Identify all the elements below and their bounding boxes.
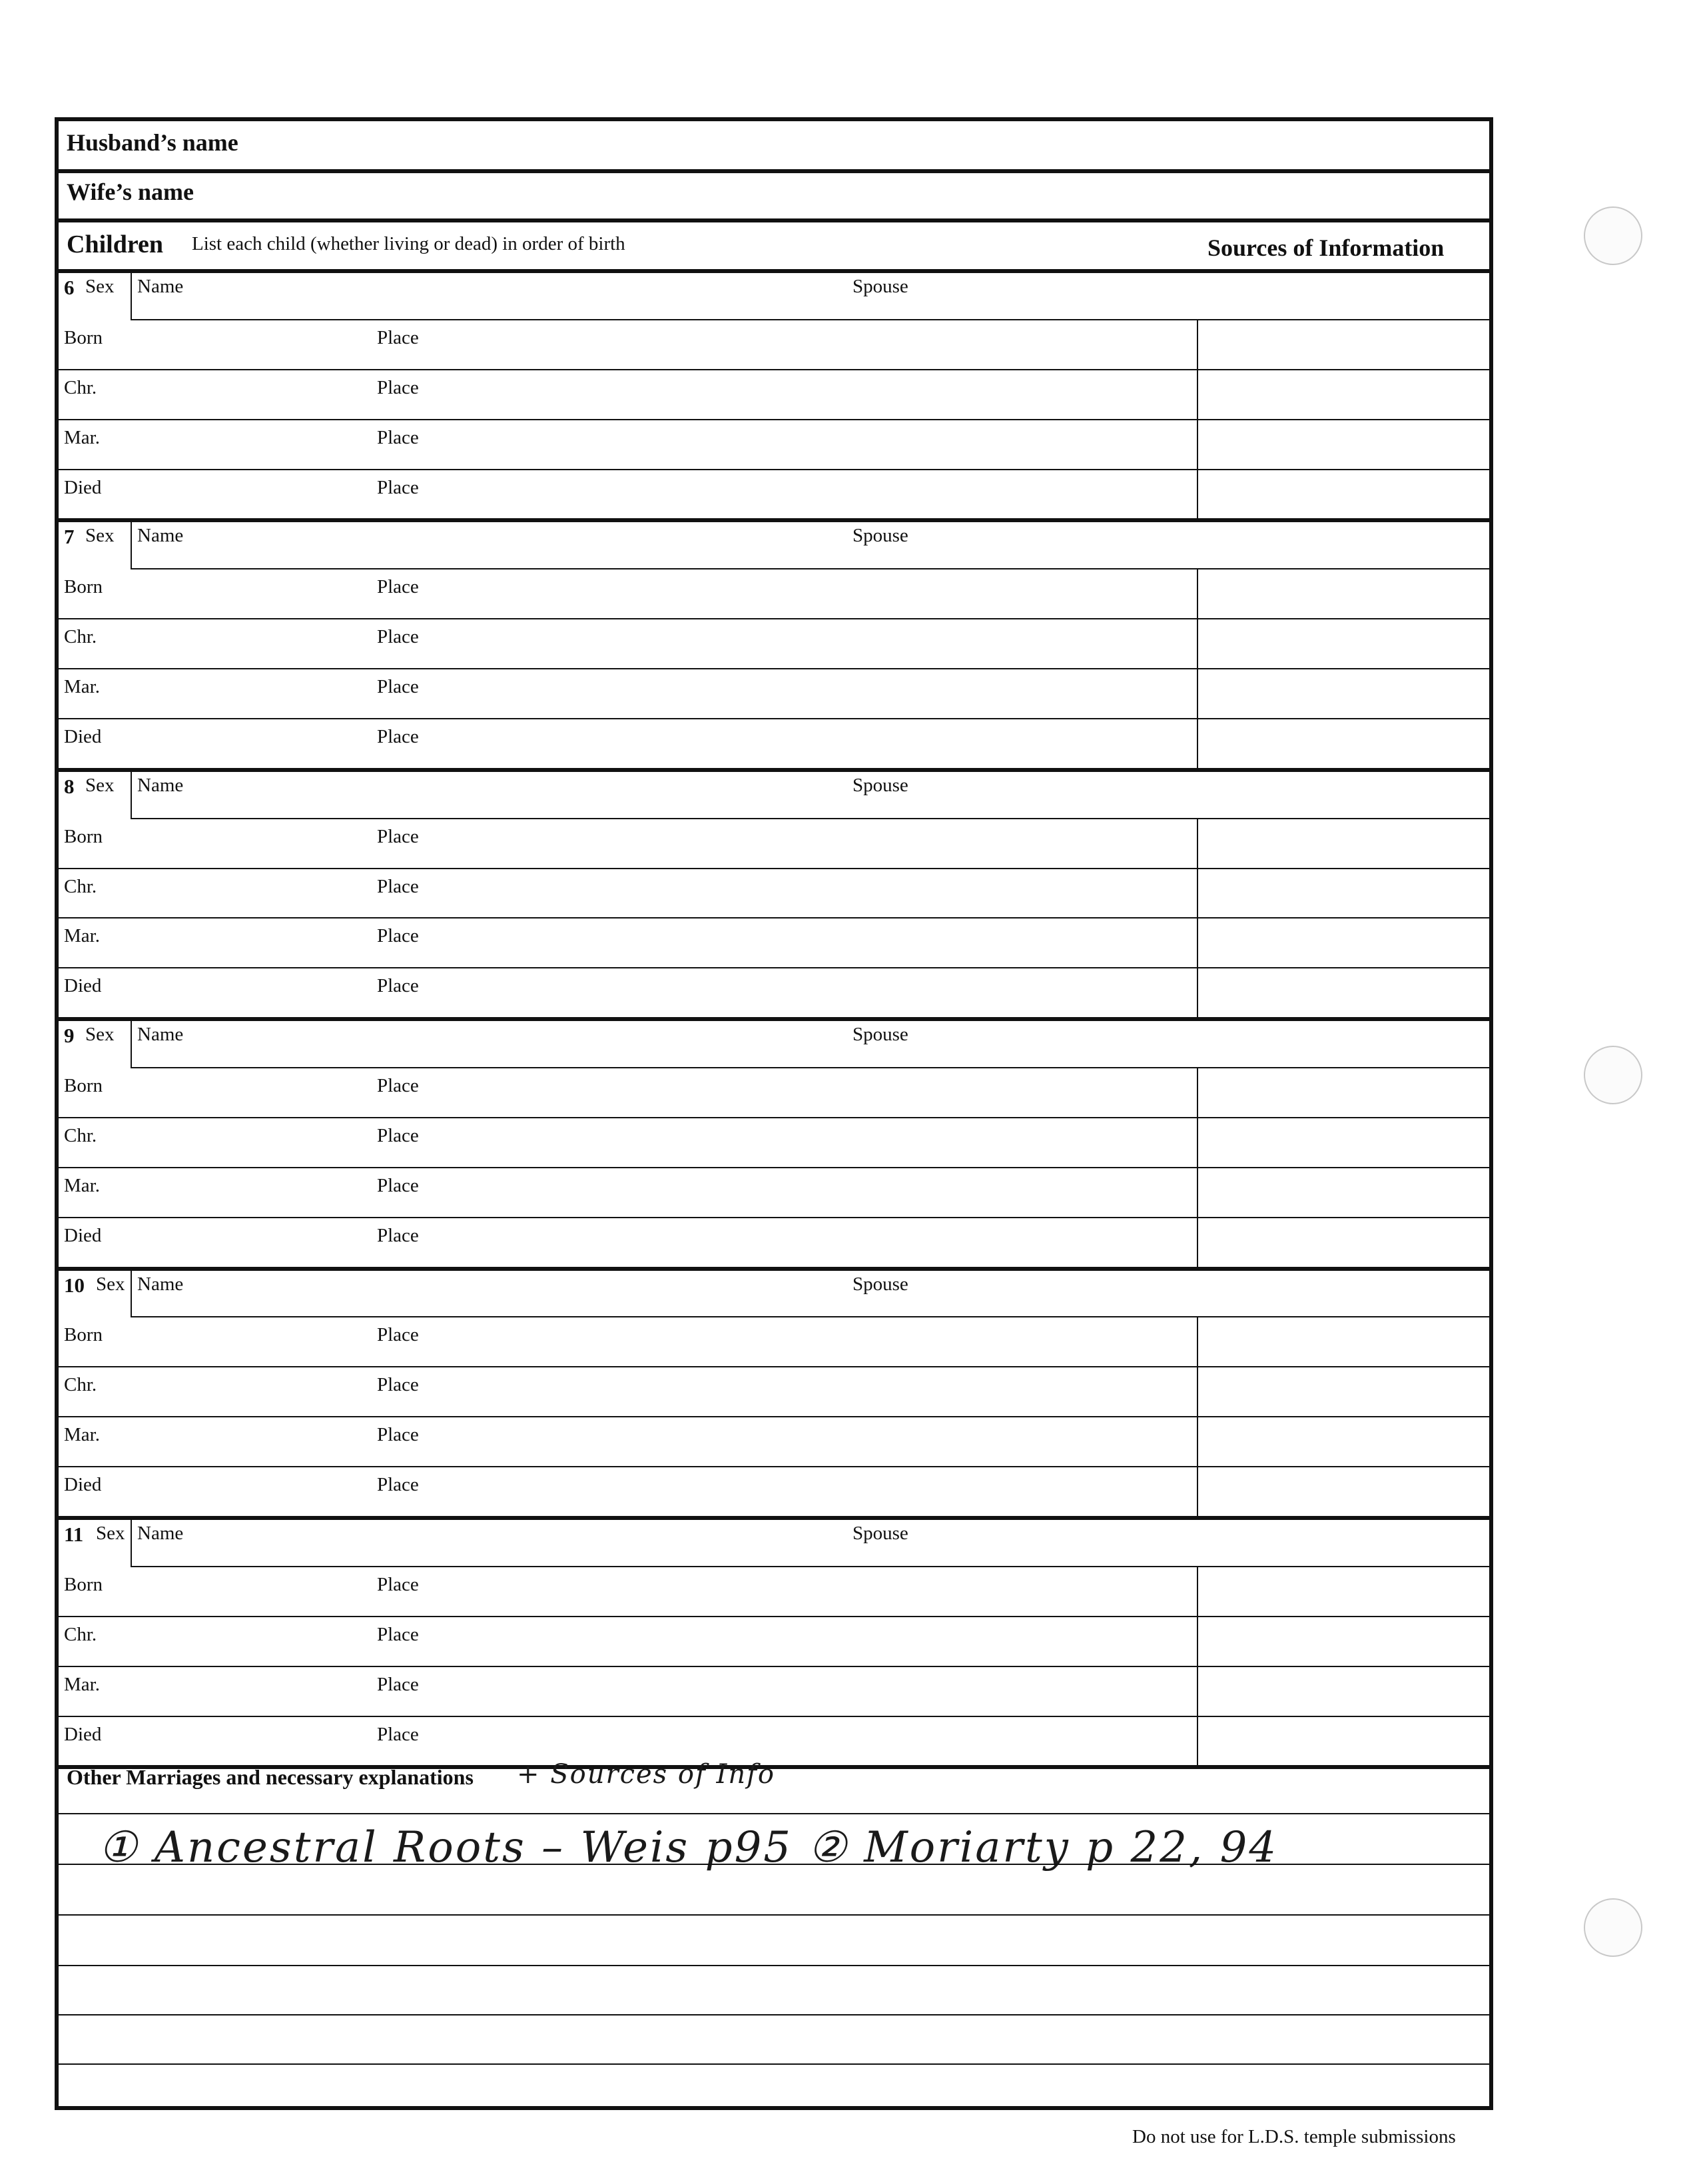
rule xyxy=(59,1666,1489,1667)
child-spouse-label: Spouse xyxy=(852,774,908,796)
rule xyxy=(59,1366,1489,1367)
child-sex-label: Sex xyxy=(85,774,115,796)
child-born-place-label: Place xyxy=(377,1324,419,1346)
child-born-place-label: Place xyxy=(377,576,419,598)
rule xyxy=(59,1117,1489,1118)
children-label: Children xyxy=(67,230,164,258)
other-marriages-label: Other Marriages and necessary explanations xyxy=(67,1765,474,1789)
child-died-label: Died xyxy=(64,1224,102,1246)
child-chr-label: Chr. xyxy=(64,376,97,398)
child-died-label: Died xyxy=(64,975,102,997)
husband-name-label: Husband’s name xyxy=(67,129,238,156)
divider xyxy=(131,269,132,319)
child-block-separator xyxy=(59,1267,1489,1271)
child-name-label: Name xyxy=(137,276,184,297)
temple-submission-notice: Do not use for L.D.S. temple submissions xyxy=(1132,2126,1456,2147)
child-died-place-label: Place xyxy=(377,1224,419,1246)
rule xyxy=(59,169,1489,173)
child-spouse-label: Spouse xyxy=(852,1523,908,1544)
child-born-place-label: Place xyxy=(377,1573,419,1595)
children-instruction: List each child (whether living or dead) in order of birth xyxy=(192,233,625,254)
child-chr-label: Chr. xyxy=(64,626,97,648)
child-died-place-label: Place xyxy=(377,725,419,747)
rule xyxy=(131,1316,1489,1317)
rule xyxy=(59,218,1489,222)
sources-column-divider xyxy=(1197,1566,1198,1766)
child-died-place-label: Place xyxy=(377,476,419,498)
child-name-label: Name xyxy=(137,525,184,547)
note-line xyxy=(59,1813,1489,1814)
child-number: 6 xyxy=(64,276,75,299)
note-line xyxy=(59,1965,1489,1966)
child-sex-label: Sex xyxy=(85,276,115,297)
rule xyxy=(59,618,1489,619)
child-number: 10 xyxy=(64,1273,85,1297)
child-number: 8 xyxy=(64,774,75,798)
child-mar-label: Mar. xyxy=(64,1673,100,1695)
sources-column-divider xyxy=(1197,319,1198,519)
divider xyxy=(131,518,132,568)
rule xyxy=(59,1167,1489,1168)
family-group-record-form xyxy=(55,117,1493,2110)
child-sex-label: Sex xyxy=(85,1024,115,1046)
note-line xyxy=(59,2014,1489,2015)
child-block-separator xyxy=(59,1017,1489,1021)
rule xyxy=(59,1217,1489,1218)
sources-of-information-label: Sources of Information xyxy=(1207,234,1445,261)
rule xyxy=(59,1416,1489,1417)
sources-column-divider xyxy=(1197,568,1198,768)
child-chr-place-label: Place xyxy=(377,376,419,398)
child-spouse-label: Spouse xyxy=(852,276,908,297)
rule xyxy=(59,1466,1489,1467)
child-born-label: Born xyxy=(64,1324,103,1346)
note-line xyxy=(59,1914,1489,1916)
child-mar-label: Mar. xyxy=(64,1174,100,1196)
child-name-label: Name xyxy=(137,774,184,796)
sources-column-divider xyxy=(1197,1067,1198,1267)
child-chr-label: Chr. xyxy=(64,1374,97,1396)
child-born-label: Born xyxy=(64,1075,103,1097)
child-born-label: Born xyxy=(64,825,103,847)
child-block-separator xyxy=(59,768,1489,772)
child-spouse-label: Spouse xyxy=(852,1273,908,1295)
child-born-place-label: Place xyxy=(377,326,419,348)
child-born-label: Born xyxy=(64,326,103,348)
child-block-separator xyxy=(59,1516,1489,1520)
child-born-place-label: Place xyxy=(377,825,419,847)
child-chr-place-label: Place xyxy=(377,1374,419,1396)
rule xyxy=(131,818,1489,819)
child-spouse-label: Spouse xyxy=(852,525,908,547)
child-died-label: Died xyxy=(64,725,102,747)
rule xyxy=(59,668,1489,669)
rule xyxy=(59,419,1489,420)
child-spouse-label: Spouse xyxy=(852,1024,908,1046)
child-name-label: Name xyxy=(137,1273,184,1295)
sources-column-divider xyxy=(1197,818,1198,1018)
sources-column-divider xyxy=(1197,1316,1198,1516)
child-chr-label: Chr. xyxy=(64,1623,97,1645)
child-number: 9 xyxy=(64,1024,75,1048)
child-sex-label: Sex xyxy=(85,525,115,547)
child-chr-label: Chr. xyxy=(64,1124,97,1146)
divider xyxy=(131,1516,132,1566)
rule xyxy=(59,718,1489,719)
rule xyxy=(59,369,1489,370)
child-mar-label: Mar. xyxy=(64,925,100,947)
child-died-place-label: Place xyxy=(377,1474,419,1496)
rule xyxy=(59,269,1489,273)
child-mar-place-label: Place xyxy=(377,426,419,448)
child-died-label: Died xyxy=(64,476,102,498)
child-mar-place-label: Place xyxy=(377,676,419,698)
child-born-label: Born xyxy=(64,1573,103,1595)
child-died-label: Died xyxy=(64,1474,102,1496)
child-born-place-label: Place xyxy=(377,1075,419,1097)
note-line xyxy=(59,2063,1489,2065)
rule xyxy=(59,868,1489,869)
child-died-place-label: Place xyxy=(377,1723,419,1745)
binder-hole-top xyxy=(1584,206,1642,265)
rule xyxy=(131,1566,1489,1567)
rule xyxy=(59,1716,1489,1717)
divider xyxy=(131,1267,132,1317)
wife-name-label: Wife’s name xyxy=(67,179,194,205)
child-mar-label: Mar. xyxy=(64,676,100,698)
rule xyxy=(131,319,1489,320)
child-sex-label: Sex xyxy=(96,1523,125,1544)
child-mar-label: Mar. xyxy=(64,426,100,448)
rule xyxy=(59,1616,1489,1617)
child-mar-place-label: Place xyxy=(377,925,419,947)
child-chr-place-label: Place xyxy=(377,1623,419,1645)
rule xyxy=(131,1067,1489,1068)
child-name-label: Name xyxy=(137,1523,184,1544)
divider xyxy=(131,1017,132,1067)
child-mar-place-label: Place xyxy=(377,1673,419,1695)
child-chr-label: Chr. xyxy=(64,875,97,897)
child-name-label: Name xyxy=(137,1024,184,1046)
binder-hole-middle xyxy=(1584,1046,1642,1104)
handwritten-sources-heading: + Sources of Info xyxy=(517,1759,775,1790)
divider xyxy=(131,768,132,818)
child-died-place-label: Place xyxy=(377,975,419,997)
child-chr-place-label: Place xyxy=(377,626,419,648)
binder-hole-bottom xyxy=(1584,1898,1642,1957)
child-number: 11 xyxy=(64,1523,84,1546)
child-chr-place-label: Place xyxy=(377,875,419,897)
child-mar-place-label: Place xyxy=(377,1174,419,1196)
child-born-label: Born xyxy=(64,576,103,598)
rule xyxy=(59,917,1489,918)
rule xyxy=(59,469,1489,470)
child-sex-label: Sex xyxy=(96,1273,125,1295)
child-mar-place-label: Place xyxy=(377,1424,419,1446)
rule xyxy=(131,568,1489,569)
child-mar-label: Mar. xyxy=(64,1424,100,1446)
note-line xyxy=(59,1864,1489,1865)
handwritten-sources-note: ① Ancestral Roots – Weis p95 ② Moriarty p 22, 94 xyxy=(99,1823,1279,1872)
child-chr-place-label: Place xyxy=(377,1124,419,1146)
child-died-label: Died xyxy=(64,1723,102,1745)
child-block-separator xyxy=(59,518,1489,522)
child-number: 7 xyxy=(64,525,75,549)
rule xyxy=(59,967,1489,968)
